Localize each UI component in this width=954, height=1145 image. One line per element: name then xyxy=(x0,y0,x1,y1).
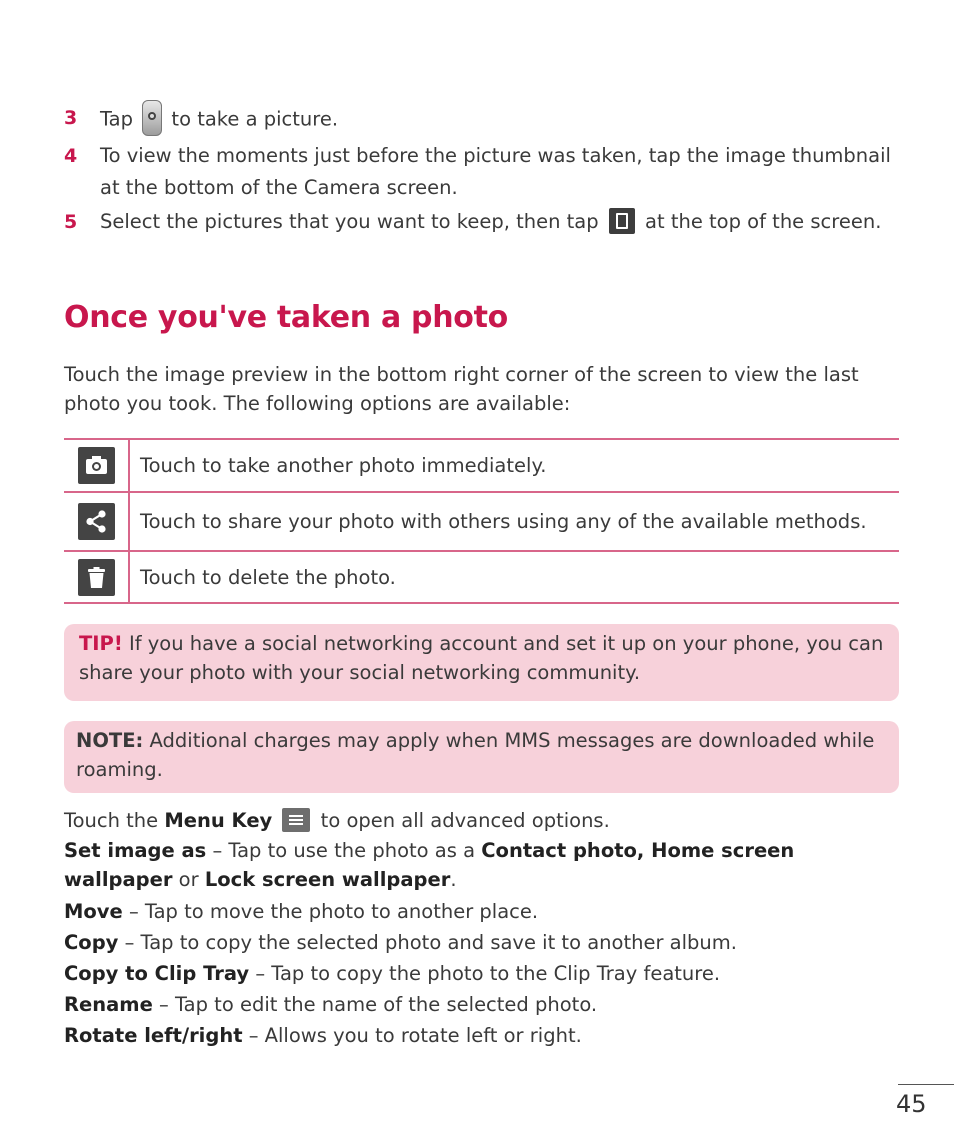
tip-label: TIP! xyxy=(79,632,123,655)
option-text: Touch to take another photo immediately. xyxy=(129,439,899,492)
menu-intro: Touch the Menu Key to open all advanced options. xyxy=(64,809,610,832)
menu-item-rename: Rename – Tap to edit the name of the selected photo. xyxy=(64,993,598,1016)
menu-key-label: Menu Key xyxy=(164,809,273,832)
tip-text: If you have a social networking account and set it up on your phone, you can share your photo with your social networking community. xyxy=(79,632,884,684)
step-text: to take a picture. xyxy=(171,107,339,131)
note-callout xyxy=(64,721,899,793)
step-5 xyxy=(64,206,894,238)
step-4 xyxy=(64,140,894,204)
menu-item-rotate: Rotate left/right – Allows you to rotate left or right. xyxy=(64,1024,582,1047)
step-text: To view the moments just before the picture was taken, tap the image thumbnail at the bottom of the Camera screen. xyxy=(100,144,891,199)
step-text: Select the pictures that you want to keep, then tap xyxy=(100,210,599,233)
page-number: 45 xyxy=(896,1090,927,1118)
step-3 xyxy=(64,102,894,138)
camera-shutter-icon xyxy=(142,100,162,136)
menu-item-set-image-as: Set image as – Tap to use the photo as a Contact photo, Home screen wallpaper or Lock screen wallpaper. xyxy=(64,839,795,891)
table-row xyxy=(64,492,899,551)
steps-list xyxy=(64,102,894,240)
camera-icon xyxy=(78,447,115,484)
note-label: NOTE: xyxy=(76,729,144,752)
menu-options-section xyxy=(64,805,899,1051)
share-icon xyxy=(78,503,115,540)
tip-callout xyxy=(64,624,899,701)
trash-icon xyxy=(78,559,115,596)
table-row xyxy=(64,439,899,492)
section-intro: Touch the image preview in the bottom right corner of the screen to view the last photo you took. The following options are available: xyxy=(64,363,859,415)
step-text: Tap xyxy=(100,107,134,131)
option-text: Touch to share your photo with others using any of the available methods. xyxy=(129,492,899,551)
menu-item-copy-to-clip-tray: Copy to Clip Tray – Tap to copy the photo to the Clip Tray feature. xyxy=(64,962,721,985)
note-text: Additional charges may apply when MMS messages are downloaded while roaming. xyxy=(76,729,875,781)
menu-item-move: Move – Tap to move the photo to another place. xyxy=(64,900,539,923)
menu-key-icon xyxy=(282,808,310,832)
step-number: 4 xyxy=(64,145,78,167)
options-table xyxy=(64,438,899,604)
save-icon xyxy=(609,208,635,234)
table-row xyxy=(64,551,899,603)
step-number: 5 xyxy=(64,211,78,233)
page-number-rule xyxy=(898,1084,954,1085)
menu-item-copy: Copy – Tap to copy the selected photo and save it to another album. xyxy=(64,931,737,954)
option-text: Touch to delete the photo. xyxy=(129,551,899,603)
step-number: 3 xyxy=(64,107,78,129)
step-text: at the top of the screen. xyxy=(645,210,882,233)
section-title: Once you've taken a photo xyxy=(64,300,508,335)
